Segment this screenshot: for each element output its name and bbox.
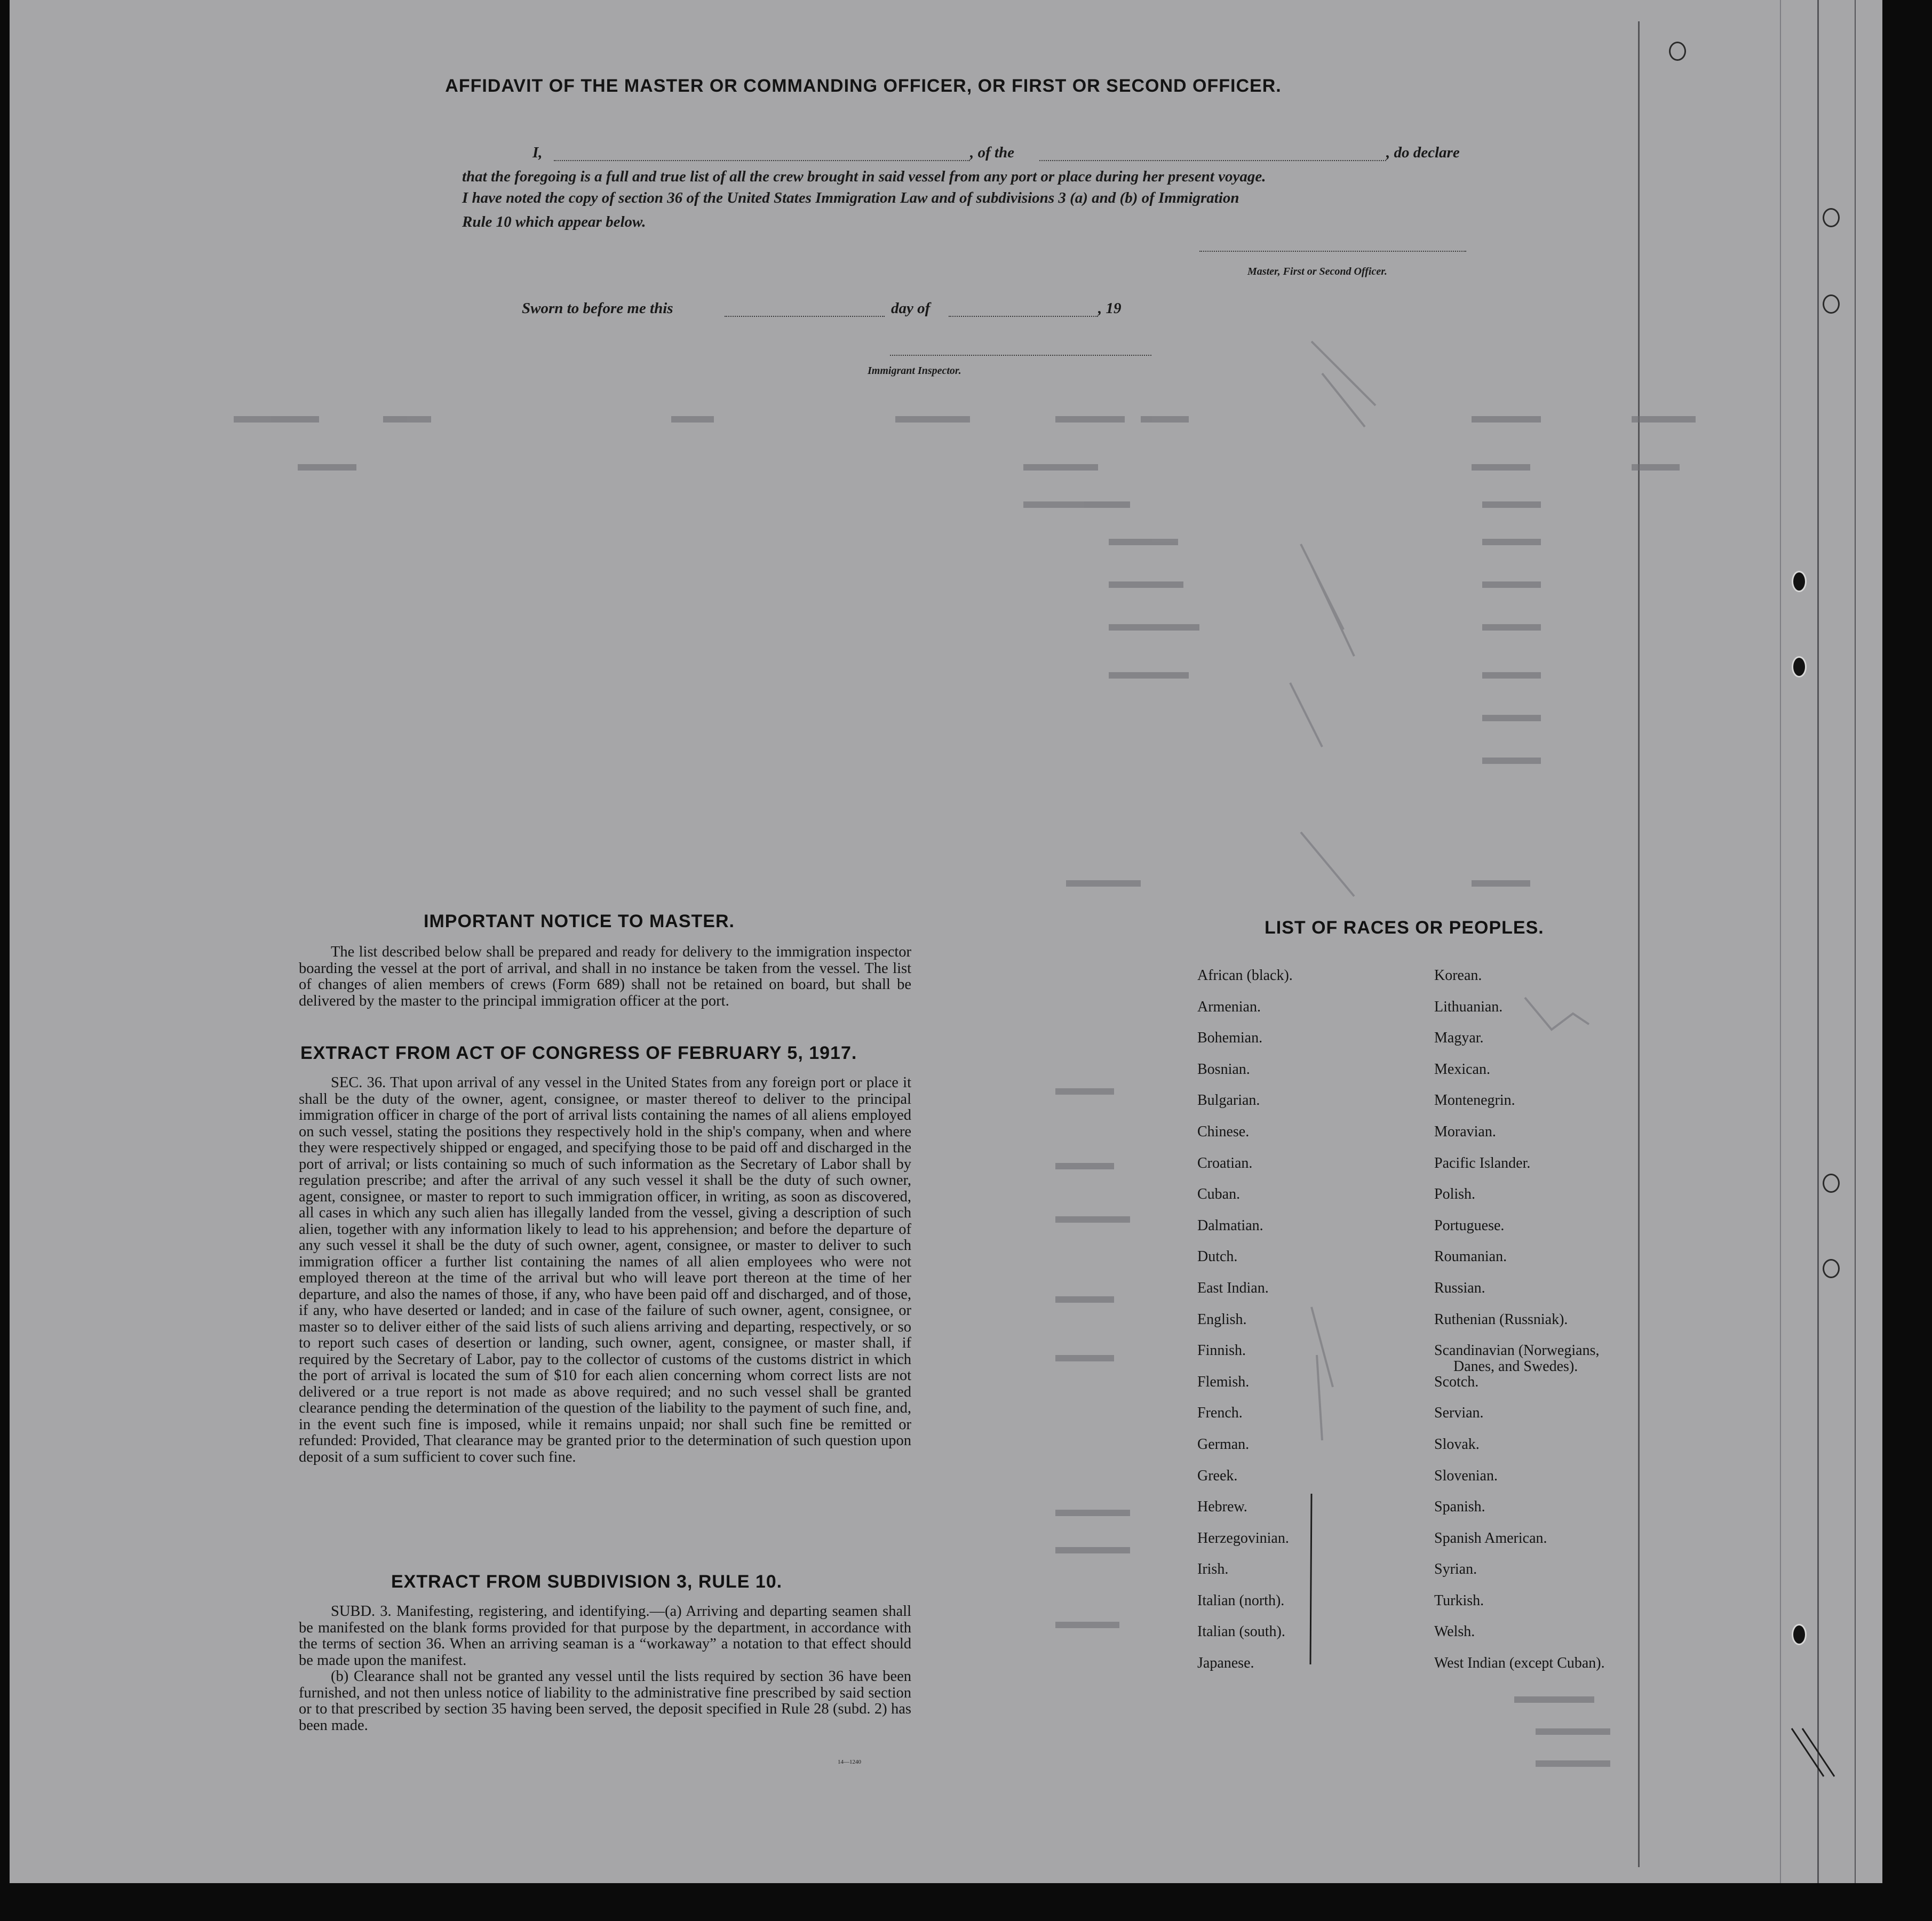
affidavit-declare: , do declare bbox=[1386, 144, 1460, 161]
sworn-prefix: Sworn to before me this bbox=[522, 300, 673, 317]
race-item: East Indian. bbox=[1197, 1279, 1269, 1296]
race-item: Pacific Islander. bbox=[1434, 1154, 1531, 1171]
race-item: Herzegovinian. bbox=[1197, 1529, 1289, 1547]
form-code: 14—1240 bbox=[838, 1759, 861, 1765]
affidavit-of-the: , of the bbox=[970, 144, 1014, 161]
race-item: German. bbox=[1197, 1436, 1250, 1453]
sworn-day-blank[interactable] bbox=[725, 316, 885, 317]
signature-blank[interactable] bbox=[1199, 251, 1466, 252]
race-item: Korean. bbox=[1434, 967, 1482, 984]
inspector-label: Immigrant Inspector. bbox=[868, 365, 961, 377]
rule-paragraph-a: SUBD. 3. Manifesting, registering, and identifying.—(a) Arriving and departing seamen shall be manifested on the blank forms provided for that purpose by the department, in accordance with the terms of section 36. When an arriving seaman is a “workaway” a notation to that effect should be made upon the manifest. bbox=[299, 1603, 911, 1669]
affidavit-line-2: that the foregoing is a full and true list of all the crew brought in said vessel from any port or place during her present voyage. bbox=[462, 168, 1266, 185]
race-item: Welsh. bbox=[1434, 1623, 1475, 1640]
race-item: Dutch. bbox=[1197, 1248, 1238, 1265]
race-item: Slovak. bbox=[1434, 1436, 1480, 1453]
race-item: Italian (north). bbox=[1197, 1592, 1285, 1609]
races-left-column bbox=[1197, 968, 1293, 1687]
race-item: Greek. bbox=[1197, 1467, 1238, 1484]
race-item: Slovenian. bbox=[1434, 1467, 1498, 1484]
race-item: Magyar. bbox=[1434, 1030, 1484, 1047]
rule-heading: EXTRACT FROM SUBDIVISION 3, RULE 10. bbox=[391, 1572, 783, 1592]
race-item-line: Danes, and Swedes). bbox=[1453, 1358, 1578, 1375]
inspector-signature-blank[interactable] bbox=[890, 355, 1151, 356]
race-item: Irish. bbox=[1197, 1561, 1229, 1578]
sworn-year: , 19 bbox=[1098, 300, 1122, 317]
race-item-scandinavian bbox=[1434, 1343, 1605, 1374]
race-item: Flemish. bbox=[1197, 1373, 1250, 1390]
act-paragraph: SEC. 36. That upon arrival of any vessel in the United States from any foreign port or place it shall be the duty of the owner, agent, consignee, or master thereof to deliver to the principal immigration officer in charge of the port of arrival lists containing the names of all aliens employed on such vessel, stating the positions they respectively hold in the ship's company, when and where they were respectively shipped or engaged, and specifying those to be paid off and discharged in the port of arrival; or lists containing so much of such information as the Secretary of Labor shall by regulation prescribe; and after the arrival of any such vessel it shall be the duty of such owner, agent, consignee, or master to report to such immigration officer, in writing, as soon as discovered, all cases in which any such alien has illegally landed from the vessel, giving a description of such alien, together with any information likely to lead to his apprehension; and before the departure of any such vessel it shall be the duty of such owner, agent, consignee, or master to deliver to such immigration officer a further list containing the names of all alien employees who were not employed thereon at the time of the arrival but who will leave port thereon at the time of her departure, and also the names of those, if any, who have been paid off and discharged, and of those, if any, who have deserted or landed; and in case of the failure of such owner, agent, consignee, or master so to deliver either of the said lists of such aliens arriving and departing, respectively, or so to report such cases of desertion or landing, such owner, agent, consignee, or master shall, if required by the Secretary of Labor, pay to the collector of customs of the customs district in which the port of arrival is located the sum of $10 for each alien concerning whom correct lists are not delivered or a true report is not made as above required; and no such vessel shall be granted clearance pending the determination of the question of the liability to the payment of such fine, and, in the event such fine is imposed, while it remains unpaid; nor shall such fine be remitted or refunded: Provided, That clearance may be granted prior to the determination of such question upon deposit of a sum sufficient to cover such fine. bbox=[299, 1074, 911, 1465]
race-item: Spanish. bbox=[1434, 1498, 1485, 1516]
race-item: Armenian. bbox=[1197, 998, 1261, 1015]
races-heading: LIST OF RACES OR PEOPLES. bbox=[1265, 918, 1544, 938]
notice-paragraph: The list described below shall be prepared and ready for delivery to the immigration inspector boarding the vessel at the port of arrival, and shall in no instance be taken from the vessel. The list of changes of alien members of crews (Form 689) shall not be retained on board, but shall be delivered by the master to the principal immigration officer at the port. bbox=[299, 944, 911, 1009]
race-item: Portuguese. bbox=[1434, 1217, 1505, 1234]
race-item: Spanish American. bbox=[1434, 1529, 1547, 1547]
race-item: Lithuanian. bbox=[1434, 998, 1503, 1015]
race-item: Ruthenian (Russniak). bbox=[1434, 1311, 1568, 1328]
notice-heading: IMPORTANT NOTICE TO MASTER. bbox=[424, 911, 735, 931]
race-item-line: Scandinavian (Norwegians, bbox=[1434, 1342, 1600, 1359]
manifest-page-back bbox=[10, 0, 1882, 1883]
sworn-month-blank[interactable] bbox=[949, 316, 1098, 317]
sworn-day-of: day of bbox=[891, 300, 931, 317]
race-item: West Indian (except Cuban). bbox=[1434, 1655, 1605, 1672]
notice-text bbox=[299, 944, 911, 1009]
race-item: Turkish. bbox=[1434, 1592, 1484, 1609]
race-item: Syrian. bbox=[1434, 1561, 1477, 1578]
races-right-column bbox=[1434, 968, 1605, 1687]
act-text bbox=[299, 1075, 911, 1465]
affidavit-line-4: Rule 10 which appear below. bbox=[462, 213, 646, 230]
race-item: Russian. bbox=[1434, 1279, 1485, 1296]
affidavit-line-3: I have noted the copy of section 36 of the United States Immigration Law and of subdivisions 3 (a) and (b) of Immigration bbox=[462, 189, 1239, 206]
race-item: English. bbox=[1197, 1311, 1247, 1328]
race-item: Cuban. bbox=[1197, 1186, 1241, 1203]
race-item: Finnish. bbox=[1197, 1342, 1246, 1359]
race-item: Bohemian. bbox=[1197, 1030, 1263, 1047]
race-item: Roumanian. bbox=[1434, 1248, 1507, 1265]
race-item: Bulgarian. bbox=[1197, 1092, 1260, 1109]
race-item: Hebrew. bbox=[1197, 1498, 1247, 1516]
race-item: Chinese. bbox=[1197, 1123, 1250, 1140]
race-item: Servian. bbox=[1434, 1405, 1484, 1422]
rule-paragraph-b: (b) Clearance shall not be granted any vessel until the lists required by section 36 have been furnished, and not then unless notice of liability to the administrative fine prescribed by said section or to that prescribed by section 35 having been served, the deposit specified in Rule 28 (subd. 2) has been made. bbox=[299, 1668, 911, 1734]
race-item: Italian (south). bbox=[1197, 1623, 1285, 1640]
race-item: Moravian. bbox=[1434, 1123, 1496, 1140]
affidavit-heading: AFFIDAVIT OF THE MASTER OR COMMANDING OFFICER, OR FIRST OR SECOND OFFICER. bbox=[445, 76, 1282, 96]
race-item: French. bbox=[1197, 1405, 1243, 1422]
race-item: African (black). bbox=[1197, 967, 1293, 984]
act-heading: EXTRACT FROM ACT OF CONGRESS OF FEBRUARY 5, 1917. bbox=[300, 1043, 857, 1063]
race-item: Mexican. bbox=[1434, 1061, 1490, 1078]
race-item: Polish. bbox=[1434, 1186, 1476, 1203]
name-blank[interactable] bbox=[554, 160, 970, 161]
race-item: Croatian. bbox=[1197, 1154, 1253, 1171]
race-item: Japanese. bbox=[1197, 1655, 1254, 1672]
race-item: Scotch. bbox=[1434, 1373, 1479, 1390]
affidavit-i: I, bbox=[532, 144, 543, 161]
race-item: Bosnian. bbox=[1197, 1061, 1250, 1078]
race-item: Montenegrin. bbox=[1434, 1092, 1515, 1109]
vessel-blank[interactable] bbox=[1039, 160, 1386, 161]
signature-label: Master, First or Second Officer. bbox=[1247, 266, 1387, 277]
rule-text bbox=[299, 1604, 911, 1734]
race-item: Dalmatian. bbox=[1197, 1217, 1263, 1234]
